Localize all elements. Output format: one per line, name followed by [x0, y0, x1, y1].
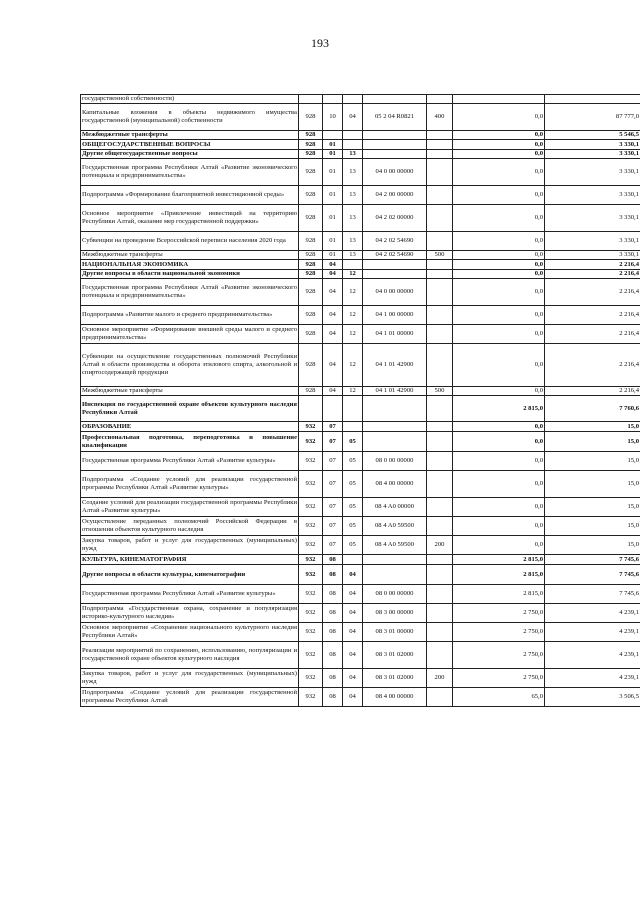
cell-subsection: 13 — [343, 251, 363, 260]
table-row — [81, 232, 640, 251]
cell-section — [323, 131, 343, 140]
cell-amount-1: 0,0 — [453, 251, 545, 260]
table-row — [81, 306, 640, 325]
cell-amount-2: 15,0 — [545, 452, 640, 471]
cell-section: 07 — [323, 422, 343, 432]
cell-name: Субвенции на проведение Всероссийской переписи населения 2020 года — [81, 232, 299, 251]
cell-name: Другие вопросы в области национальной экономики — [81, 270, 299, 279]
cell-section: 08 — [323, 604, 343, 623]
cell-gr-code: 928 — [299, 159, 323, 186]
cell-section: 01 — [323, 205, 343, 232]
cell-target-article: 04 1 01 42900 — [363, 387, 427, 396]
cell-gr-code: 932 — [299, 565, 323, 585]
table-row — [81, 565, 640, 585]
cell-subsection: 13 — [343, 232, 363, 251]
cell-amount-2: 7 745,6 — [545, 585, 640, 604]
cell-target-article: 04 0 00 00000 — [363, 159, 427, 186]
cell-amount-2: 2 216,4 — [545, 279, 640, 306]
cell-section: 07 — [323, 517, 343, 536]
cell-expense-type — [427, 270, 453, 279]
cell-target-article — [363, 140, 427, 150]
table-row — [81, 150, 640, 159]
cell-name: Государственная программа Республики Алтай «Развитие культуры» — [81, 452, 299, 471]
cell-expense-type — [427, 604, 453, 623]
cell-section: 08 — [323, 565, 343, 585]
cell-gr-code: 932 — [299, 432, 323, 452]
cell-subsection: 05 — [343, 536, 363, 555]
cell-target-article: 08 3 00 00000 — [363, 604, 427, 623]
table-row — [81, 517, 640, 536]
cell-gr-code: 928 — [299, 344, 323, 387]
cell-target-article: 04 1 01 00000 — [363, 325, 427, 344]
cell-name: Государственная программа Республики Алтай «Развитие экономического потенциала и предпринимательства» — [81, 159, 299, 186]
cell-amount-2: 3 330,1 — [545, 186, 640, 205]
table-row — [81, 140, 640, 150]
cell-expense-type — [427, 432, 453, 452]
cell-section — [323, 95, 343, 104]
cell-gr-code: 928 — [299, 150, 323, 159]
cell-target-article: 08 4 A0 00000 — [363, 498, 427, 517]
cell-amount-1: 2 815,0 — [453, 565, 545, 585]
cell-section: 01 — [323, 251, 343, 260]
cell-section: 04 — [323, 387, 343, 396]
cell-subsection — [343, 131, 363, 140]
cell-section: 04 — [323, 279, 343, 306]
cell-amount-2: 15,0 — [545, 471, 640, 498]
cell-gr-code: 932 — [299, 517, 323, 536]
cell-name: Капитальные вложения в объекты недвижимого имущества государственной (муниципальной) собственности — [81, 104, 299, 131]
cell-name: Реализация мероприятий по сохранению, использованию, популяризации и государственной охране объектов культурного наследия — [81, 642, 299, 669]
cell-name: Подпрограмма «Создание условий для реализации государственной программы Республики Алтай — [81, 688, 299, 707]
cell-gr-code: 932 — [299, 642, 323, 669]
cell-target-article — [363, 555, 427, 565]
cell-amount-1: 0,0 — [453, 104, 545, 131]
cell-expense-type — [427, 186, 453, 205]
cell-section: 08 — [323, 669, 343, 688]
cell-section: 01 — [323, 140, 343, 150]
table-row — [81, 452, 640, 471]
table-row — [81, 279, 640, 306]
table-row — [81, 555, 640, 565]
cell-name: Подпрограмма «Формирование благоприятной инвестиционной среды» — [81, 186, 299, 205]
cell-amount-1: 0,0 — [453, 279, 545, 306]
cell-amount-2: 2 216,4 — [545, 387, 640, 396]
cell-section: 01 — [323, 232, 343, 251]
cell-subsection: 13 — [343, 150, 363, 159]
cell-section: 01 — [323, 150, 343, 159]
table-row — [81, 95, 640, 104]
cell-name: Государственная программа Республики Алтай «Развитие культуры» — [81, 585, 299, 604]
cell-gr-code: 932 — [299, 585, 323, 604]
cell-subsection: 05 — [343, 517, 363, 536]
cell-target-article: 08 0 00 00000 — [363, 585, 427, 604]
table-row — [81, 422, 640, 432]
cell-subsection: 05 — [343, 471, 363, 498]
cell-expense-type — [427, 623, 453, 642]
cell-amount-2 — [545, 95, 640, 104]
cell-expense-type — [427, 325, 453, 344]
cell-section — [323, 396, 343, 422]
table-row — [81, 131, 640, 140]
cell-section: 07 — [323, 452, 343, 471]
cell-target-article: 08 3 01 02000 — [363, 669, 427, 688]
cell-target-article: 04 2 02 54690 — [363, 251, 427, 260]
cell-amount-1: 0,0 — [453, 232, 545, 251]
cell-expense-type — [427, 688, 453, 707]
cell-subsection: 04 — [343, 623, 363, 642]
cell-name: КУЛЬТУРА, КИНЕМАТОГРАФИЯ — [81, 555, 299, 565]
cell-expense-type — [427, 159, 453, 186]
cell-section: 07 — [323, 471, 343, 498]
table-row — [81, 270, 640, 279]
cell-amount-2: 2 216,4 — [545, 325, 640, 344]
cell-gr-code: 932 — [299, 555, 323, 565]
cell-target-article: 08 4 A0 59500 — [363, 536, 427, 555]
cell-subsection: 04 — [343, 669, 363, 688]
cell-name: Основное мероприятие «Формирование внешней среды малого и среднего предпринимательства» — [81, 325, 299, 344]
cell-subsection: 04 — [343, 585, 363, 604]
table-row — [81, 471, 640, 498]
cell-amount-1: 0,0 — [453, 131, 545, 140]
cell-amount-2: 7 760,6 — [545, 396, 640, 422]
table-row — [81, 104, 640, 131]
cell-expense-type — [427, 452, 453, 471]
cell-gr-code: 928 — [299, 387, 323, 396]
cell-amount-2: 4 239,1 — [545, 604, 640, 623]
cell-amount-2: 2 216,4 — [545, 306, 640, 325]
cell-target-article: 04 1 01 42900 — [363, 344, 427, 387]
cell-subsection: 13 — [343, 159, 363, 186]
cell-gr-code: 932 — [299, 669, 323, 688]
cell-name: ОБРАЗОВАНИЕ — [81, 422, 299, 432]
cell-amount-1 — [453, 95, 545, 104]
table-row — [81, 536, 640, 555]
cell-name: государственной собственности) — [81, 95, 299, 104]
table-row — [81, 642, 640, 669]
cell-amount-2: 3 330,1 — [545, 251, 640, 260]
cell-expense-type — [427, 585, 453, 604]
table-row — [81, 396, 640, 422]
table-row — [81, 251, 640, 260]
cell-amount-2: 5 546,5 — [545, 131, 640, 140]
cell-name: Подпрограмма «Развитие малого и среднего предпринимательства» — [81, 306, 299, 325]
cell-name: Основное мероприятие «Сохранение национального культурного наследия Республики Алтай» — [81, 623, 299, 642]
cell-expense-type: 400 — [427, 104, 453, 131]
cell-section: 04 — [323, 306, 343, 325]
cell-gr-code: 932 — [299, 471, 323, 498]
cell-subsection: 13 — [343, 205, 363, 232]
cell-amount-1: 2 750,0 — [453, 604, 545, 623]
cell-name: Закупка товаров, работ и услуг для государственных (муниципальных) нужд — [81, 536, 299, 555]
cell-amount-2: 15,0 — [545, 536, 640, 555]
cell-amount-2: 15,0 — [545, 432, 640, 452]
cell-target-article: 04 1 00 00000 — [363, 306, 427, 325]
cell-amount-1: 0,0 — [453, 150, 545, 159]
cell-gr-code: 928 — [299, 260, 323, 270]
cell-subsection: 12 — [343, 344, 363, 387]
cell-expense-type — [427, 565, 453, 585]
cell-subsection: 12 — [343, 387, 363, 396]
cell-subsection: 04 — [343, 642, 363, 669]
cell-name: Межбюджетные трансферты — [81, 387, 299, 396]
cell-amount-2: 3 330,1 — [545, 159, 640, 186]
cell-gr-code: 928 — [299, 232, 323, 251]
cell-amount-2: 3 506,5 — [545, 688, 640, 707]
cell-name: Межбюджетные трансферты — [81, 131, 299, 140]
cell-amount-1: 0,0 — [453, 140, 545, 150]
cell-amount-1: 0,0 — [453, 471, 545, 498]
cell-target-article: 08 4 00 00000 — [363, 688, 427, 707]
cell-expense-type — [427, 140, 453, 150]
cell-section: 04 — [323, 270, 343, 279]
cell-amount-2: 3 330,1 — [545, 140, 640, 150]
cell-amount-2: 3 330,1 — [545, 150, 640, 159]
cell-amount-1: 0,0 — [453, 205, 545, 232]
cell-name: Подпрограмма «Государственная охрана, сохранение и популяризация историко-культурного наследия» — [81, 604, 299, 623]
cell-amount-1: 0,0 — [453, 452, 545, 471]
cell-subsection: 05 — [343, 498, 363, 517]
cell-amount-1: 0,0 — [453, 186, 545, 205]
cell-name: Государственная программа Республики Алтай «Развитие экономического потенциала и предпринимательства» — [81, 279, 299, 306]
cell-name: Осуществление переданных полномочий Российской Федерации в отношении объектов культурного наследия — [81, 517, 299, 536]
cell-amount-2: 4 239,1 — [545, 669, 640, 688]
cell-gr-code: 932 — [299, 688, 323, 707]
cell-gr-code — [299, 396, 323, 422]
cell-target-article — [363, 260, 427, 270]
cell-section: 08 — [323, 585, 343, 604]
cell-amount-1: 0,0 — [453, 159, 545, 186]
cell-expense-type: 200 — [427, 669, 453, 688]
cell-gr-code: 932 — [299, 452, 323, 471]
cell-amount-1: 2 750,0 — [453, 669, 545, 688]
cell-subsection — [343, 555, 363, 565]
cell-section: 08 — [323, 688, 343, 707]
cell-target-article — [363, 95, 427, 104]
cell-subsection — [343, 140, 363, 150]
cell-target-article: 08 4 A0 59500 — [363, 517, 427, 536]
cell-expense-type — [427, 131, 453, 140]
cell-name: Межбюджетные трансферты — [81, 251, 299, 260]
cell-amount-1: 0,0 — [453, 325, 545, 344]
cell-target-article: 04 2 02 00000 — [363, 205, 427, 232]
cell-target-article: 04 2 02 54690 — [363, 232, 427, 251]
cell-target-article — [363, 565, 427, 585]
cell-expense-type — [427, 306, 453, 325]
cell-subsection: 05 — [343, 432, 363, 452]
cell-target-article: 08 4 00 00000 — [363, 471, 427, 498]
table-row — [81, 344, 640, 387]
cell-gr-code — [299, 95, 323, 104]
cell-section: 07 — [323, 432, 343, 452]
cell-gr-code: 932 — [299, 623, 323, 642]
cell-gr-code: 932 — [299, 422, 323, 432]
cell-amount-1: 0,0 — [453, 387, 545, 396]
cell-name: Закупка товаров, работ и услуг для государственных (муниципальных) нужд — [81, 669, 299, 688]
cell-subsection: 04 — [343, 688, 363, 707]
table-row — [81, 585, 640, 604]
cell-subsection — [343, 396, 363, 422]
table-row — [81, 159, 640, 186]
cell-subsection: 12 — [343, 279, 363, 306]
table-row — [81, 260, 640, 270]
cell-target-article: 08 0 00 00000 — [363, 452, 427, 471]
cell-target-article — [363, 270, 427, 279]
cell-amount-2: 87 777,0 — [545, 104, 640, 131]
cell-subsection: 04 — [343, 604, 363, 623]
cell-gr-code: 928 — [299, 279, 323, 306]
cell-expense-type — [427, 260, 453, 270]
cell-gr-code: 932 — [299, 536, 323, 555]
table-row — [81, 325, 640, 344]
page-number: 193 — [311, 36, 329, 50]
cell-expense-type — [427, 422, 453, 432]
cell-gr-code: 928 — [299, 104, 323, 131]
cell-expense-type — [427, 344, 453, 387]
table-row — [81, 498, 640, 517]
cell-gr-code: 928 — [299, 140, 323, 150]
cell-amount-1: 2 815,0 — [453, 396, 545, 422]
cell-subsection: 05 — [343, 452, 363, 471]
cell-amount-1: 0,0 — [453, 498, 545, 517]
table-row — [81, 205, 640, 232]
cell-amount-1: 0,0 — [453, 344, 545, 387]
table-row — [81, 186, 640, 205]
cell-target-article: 04 0 00 00000 — [363, 279, 427, 306]
cell-target-article — [363, 131, 427, 140]
cell-amount-1: 0,0 — [453, 260, 545, 270]
cell-expense-type — [427, 555, 453, 565]
cell-amount-1: 0,0 — [453, 270, 545, 279]
cell-gr-code: 928 — [299, 131, 323, 140]
cell-target-article: 08 3 01 00000 — [363, 623, 427, 642]
table-row — [81, 623, 640, 642]
cell-name: Инспекция по государственной охране объектов культурного наследия Республики Алтай — [81, 396, 299, 422]
cell-section: 07 — [323, 498, 343, 517]
cell-subsection: 13 — [343, 186, 363, 205]
cell-amount-1: 0,0 — [453, 432, 545, 452]
cell-expense-type — [427, 95, 453, 104]
cell-amount-2: 3 330,1 — [545, 232, 640, 251]
cell-expense-type — [427, 642, 453, 669]
cell-section: 07 — [323, 536, 343, 555]
cell-subsection — [343, 95, 363, 104]
cell-gr-code: 932 — [299, 498, 323, 517]
cell-name: НАЦИОНАЛЬНАЯ ЭКОНОМИКА — [81, 260, 299, 270]
table-row — [81, 432, 640, 452]
cell-expense-type — [427, 498, 453, 517]
cell-amount-2: 3 330,1 — [545, 205, 640, 232]
cell-amount-1: 2 750,0 — [453, 623, 545, 642]
cell-amount-2: 2 216,4 — [545, 344, 640, 387]
table-row — [81, 669, 640, 688]
cell-amount-2: 7 745,6 — [545, 555, 640, 565]
cell-section: 01 — [323, 159, 343, 186]
cell-name: Подпрограмма «Создание условий для реализации государственной программы Республики Алтай «Развитие культуры» — [81, 471, 299, 498]
cell-amount-1: 0,0 — [453, 422, 545, 432]
cell-name: Основное мероприятие «Привлечение инвестиций на территорию Республики Алтай, оказание мер государственной поддержки» — [81, 205, 299, 232]
cell-target-article — [363, 422, 427, 432]
cell-amount-1: 0,0 — [453, 536, 545, 555]
cell-subsection: 04 — [343, 565, 363, 585]
cell-subsection: 12 — [343, 270, 363, 279]
cell-target-article: 08 3 01 02000 — [363, 642, 427, 669]
cell-expense-type: 500 — [427, 251, 453, 260]
table-row — [81, 688, 640, 707]
cell-target-article: 05 2 04 R0821 — [363, 104, 427, 131]
cell-amount-1: 2 750,0 — [453, 642, 545, 669]
cell-expense-type: 500 — [427, 387, 453, 396]
cell-gr-code: 928 — [299, 325, 323, 344]
cell-amount-2: 4 239,1 — [545, 642, 640, 669]
budget-table — [80, 94, 640, 707]
cell-subsection: 12 — [343, 325, 363, 344]
cell-gr-code: 932 — [299, 604, 323, 623]
cell-target-article — [363, 150, 427, 159]
cell-expense-type — [427, 396, 453, 422]
cell-amount-1: 2 815,0 — [453, 585, 545, 604]
cell-gr-code: 928 — [299, 270, 323, 279]
cell-gr-code: 928 — [299, 186, 323, 205]
cell-amount-1: 0,0 — [453, 517, 545, 536]
cell-target-article: 04 2 00 00000 — [363, 186, 427, 205]
cell-amount-1: 0,0 — [453, 306, 545, 325]
cell-amount-2: 7 745,6 — [545, 565, 640, 585]
cell-expense-type — [427, 150, 453, 159]
cell-amount-2: 4 239,1 — [545, 623, 640, 642]
cell-name: Создание условий для реализации государственной программы Республики Алтай «Развитие культуры» — [81, 498, 299, 517]
cell-expense-type — [427, 517, 453, 536]
cell-target-article — [363, 432, 427, 452]
cell-name: Профессиональная подготовка, переподготовка и повышение квалификации — [81, 432, 299, 452]
cell-name: Субвенции на осуществление государственных полномочий Республики Алтай в области производства и оборота этилового спирта, алкогольной и спиртосодержащей продукции — [81, 344, 299, 387]
cell-subsection: 04 — [343, 104, 363, 131]
cell-subsection — [343, 422, 363, 432]
cell-name: ОБЩЕГОСУДАРСТВЕННЫЕ ВОПРОСЫ — [81, 140, 299, 150]
table-row — [81, 604, 640, 623]
cell-name: Другие вопросы в области культуры, кинематографии — [81, 565, 299, 585]
cell-expense-type — [427, 205, 453, 232]
cell-amount-2: 2 216,4 — [545, 270, 640, 279]
cell-gr-code: 928 — [299, 205, 323, 232]
cell-amount-1: 2 815,0 — [453, 555, 545, 565]
cell-gr-code: 928 — [299, 306, 323, 325]
cell-subsection: 12 — [343, 306, 363, 325]
cell-subsection — [343, 260, 363, 270]
cell-expense-type — [427, 279, 453, 306]
cell-section: 04 — [323, 260, 343, 270]
cell-amount-2: 15,0 — [545, 422, 640, 432]
cell-target-article — [363, 396, 427, 422]
cell-section: 08 — [323, 555, 343, 565]
cell-section: 10 — [323, 104, 343, 131]
cell-section: 04 — [323, 344, 343, 387]
cell-amount-2: 15,0 — [545, 517, 640, 536]
cell-amount-2: 2 216,4 — [545, 260, 640, 270]
cell-section: 01 — [323, 186, 343, 205]
cell-name: Другие общегосударственные вопросы — [81, 150, 299, 159]
cell-section: 08 — [323, 623, 343, 642]
cell-expense-type: 200 — [427, 536, 453, 555]
cell-section: 08 — [323, 642, 343, 669]
cell-section: 04 — [323, 325, 343, 344]
cell-gr-code: 928 — [299, 251, 323, 260]
table-row — [81, 387, 640, 396]
cell-expense-type — [427, 471, 453, 498]
cell-expense-type — [427, 232, 453, 251]
cell-amount-2: 15,0 — [545, 498, 640, 517]
cell-amount-1: 65,0 — [453, 688, 545, 707]
